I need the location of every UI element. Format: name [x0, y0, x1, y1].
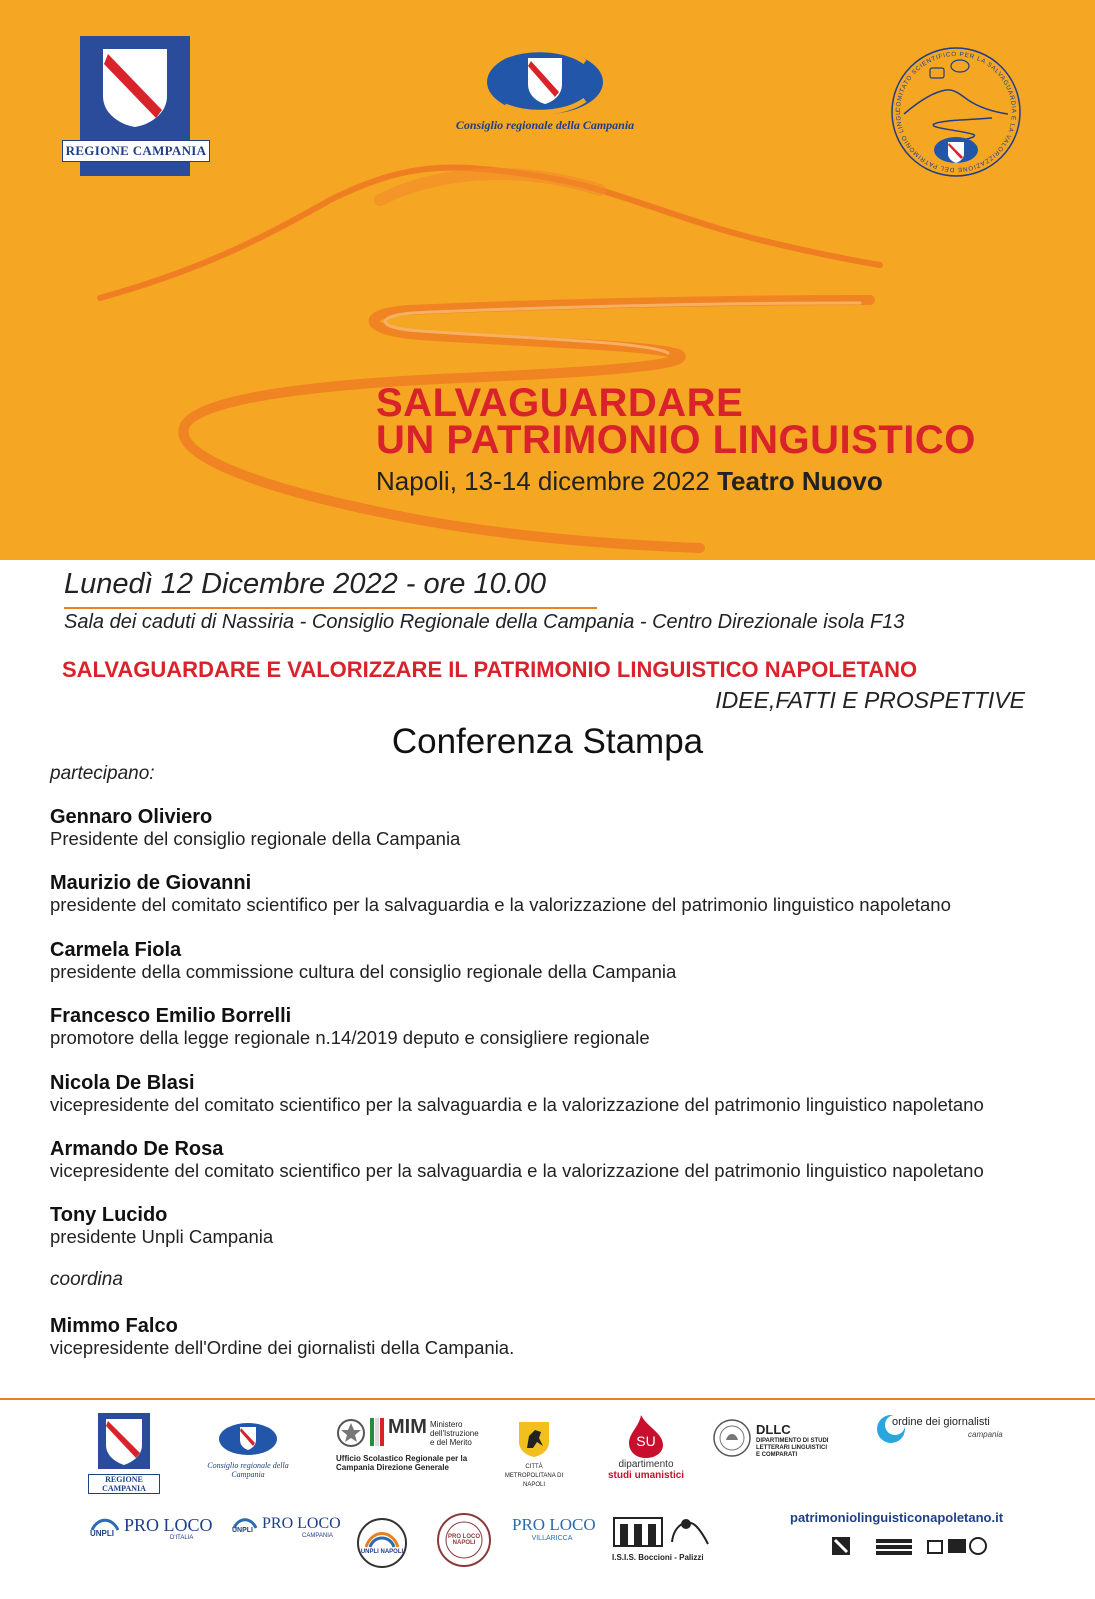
isis-building-icon: [612, 1512, 712, 1548]
moderator-item: [50, 1315, 1070, 1359]
horse-shield-icon: [517, 1420, 551, 1458]
proloco-villaricca-label: PRO LOCO: [512, 1515, 596, 1534]
footer-unpli-napoli-logo: [356, 1517, 408, 1569]
participant-name: Carmela Fiola: [50, 939, 182, 961]
participant-name: Tony Lucido: [50, 1204, 168, 1226]
participants-label: partecipano:: [50, 763, 155, 784]
footer-campania-shield-icon: [88, 1413, 160, 1469]
participant-role: presidente del comitato scientifico per la salvaguardia e la valorizzazione del patrimonio linguistico napoletano: [50, 894, 951, 915]
participant-name: Nicola De Blasi: [50, 1072, 195, 1094]
participant-role: presidente Unpli Campania: [50, 1226, 274, 1247]
participant-role: vicepresidente del comitato scientifico per la salvaguardia e la valorizzazione del patrimonio linguistico napoletano: [50, 1160, 984, 1181]
dllc-seal-icon: [712, 1418, 752, 1458]
comitato-seal-icon: [888, 44, 1024, 180]
participant-item: [50, 806, 1070, 850]
participant-name: Gennaro Oliviero: [50, 806, 213, 828]
footer-consiglio-label: Consiglio regionale della Campania: [207, 1461, 289, 1479]
footer-divider: [0, 1398, 1095, 1400]
banner-subtitle: [376, 466, 883, 497]
participant-name: Maurizio de Giovanni: [50, 872, 252, 894]
mim-subtitle: Ministero dell'Istruzione e del Merito: [430, 1420, 479, 1447]
footer-ordine-logo: [876, 1414, 1026, 1454]
citta-metropolitana-label: CITTÀ METROPOLITANA DI NAPOLI: [504, 1464, 564, 1488]
footer-citta-metropolitana-logo: [500, 1420, 568, 1488]
campania-shield-icon: [102, 48, 168, 128]
comitato-ring-text: COMITATO SCIENTIFICO PER LA SALVAGUARDIA E LA VALORIZZAZIONE DEL PATRIMONIO LINGU: [894, 50, 1018, 174]
footer-proloco-napoli-logo: [436, 1512, 492, 1568]
participant-name: Francesco Emilio Borrelli: [50, 1005, 292, 1027]
dllc-subtitle: DIPARTIMENTO DI STUDI LETTERARI LINGUISTICI E COMPARATI: [756, 1438, 829, 1458]
proloco-campania-label: PRO LOCO: [262, 1515, 341, 1532]
moderator-name: Mimmo Falco: [50, 1315, 178, 1337]
participant-item: [50, 1138, 1070, 1182]
flag-red: [380, 1418, 384, 1446]
banner-place-date: Napoli, 13-14 dicembre 2022: [376, 466, 710, 496]
unpli-napoli-seal-icon: [356, 1517, 408, 1569]
proloco-italia-label: PRO LOCO: [124, 1515, 213, 1535]
banner-title-line2: UN PATRIMONIO LINGUISTICO: [376, 418, 976, 462]
participant-item: [50, 1072, 1070, 1116]
proloco-campania-sub: CAMPANIA: [302, 1533, 333, 1539]
banner-title-line1: SALVAGUARDARE: [376, 381, 744, 425]
event-subtitle: IDEE,FATTI E PROSPETTIVE: [715, 687, 1025, 713]
footer-sponsor-strip: [828, 1535, 998, 1565]
consiglio-emblem-icon: [485, 44, 605, 116]
dllc-title: DLLC: [756, 1422, 791, 1437]
website-link[interactable]: patrimoniolinguisticonapoletano.it: [790, 1510, 1004, 1525]
footer-isis-logo: [612, 1512, 712, 1568]
event-date-time: Lunedì 12 Dicembre 2022 - ore 10.00: [64, 568, 547, 600]
ordine-label: ordine dei giornalisti: [892, 1416, 990, 1428]
event-venue: Sala dei caduti di Nassiria - Consiglio Regionale della Campania - Centro Direzionale isola F13: [64, 611, 905, 633]
participant-item: [50, 872, 1070, 916]
participant-item: [50, 939, 1070, 983]
isis-label: I.S.I.S. Boccioni - Palizzi: [612, 1553, 704, 1562]
consiglio-regionale-logo: [455, 44, 635, 144]
consiglio-regionale-label: Consiglio regionale della Campania: [455, 118, 635, 132]
footer-unpli-campania-logo: [232, 1515, 344, 1545]
proloco-napoli-label: PRO LOCO NAPOLI: [447, 1534, 480, 1546]
footer-mim-logo: [336, 1416, 479, 1478]
mim-title: MIM: [388, 1416, 427, 1438]
unpli-label: UNPLI: [90, 1529, 114, 1538]
event-type: Conferenza Stampa: [391, 722, 704, 761]
proloco-italia-sub: D'ITALIA: [170, 1535, 194, 1541]
participant-item: [50, 1005, 1070, 1049]
footer-regione-logo: [88, 1413, 160, 1493]
su-line1: dipartimento: [618, 1459, 674, 1470]
su-line2: studi umanistici: [607, 1470, 685, 1481]
participant-role: presidente della commissione cultura del consiglio regionale della Campania: [50, 961, 677, 982]
flag-white: [375, 1418, 379, 1446]
su-mark: SU: [636, 1433, 656, 1449]
participant-item: [50, 1204, 1070, 1248]
footer-consiglio-emblem-icon: [218, 1420, 278, 1456]
participant-role: promotore della legge regionale n.14/2019 deputo e consigliere regionale: [50, 1027, 650, 1048]
participant-role: vicepresidente del comitato scientifico per la salvaguardia e la valorizzazione del patrimonio linguistico napoletano: [50, 1094, 984, 1115]
footer-consiglio-logo: [192, 1420, 304, 1479]
proloco-villaricca-sub: VILLARICCA: [531, 1535, 573, 1542]
footer-unpli-proloco-italia-logo: [90, 1515, 213, 1545]
regione-campania-label: REGIONE CAMPANIA: [62, 140, 210, 162]
moderator-role: vicepresidente dell'Ordine dei giornalisti della Campania.: [50, 1337, 515, 1358]
flag-green: [370, 1418, 374, 1446]
header-banner: [0, 0, 1095, 560]
footer-dllc-logo: [712, 1418, 832, 1468]
banner-title: [376, 381, 976, 462]
comitato-scientifico-logo: [888, 44, 1024, 180]
regione-campania-logo: [65, 36, 207, 176]
italian-emblem-icon: [336, 1418, 366, 1448]
unpli-campania-label: UNPLI: [232, 1527, 253, 1534]
footer-regione-label: REGIONE CAMPANIA: [88, 1474, 160, 1494]
participant-role: Presidente del consiglio regionale della Campania: [50, 828, 461, 849]
ordine-sub: campania: [968, 1430, 1003, 1439]
unpli-napoli-label: UNPLI NAPOLI: [360, 1549, 404, 1555]
moderator-label: coordina: [50, 1269, 123, 1290]
sponsor-logos-icon: [828, 1535, 998, 1565]
footer-su-logo: [606, 1413, 686, 1489]
event-title: SALVAGUARDARE E VALORIZZARE IL PATRIMONIO LINGUISTICO NAPOLETANO: [62, 657, 918, 682]
date-underline: [64, 607, 597, 609]
banner-venue: Teatro Nuovo: [717, 466, 883, 496]
mim-office: Ufficio Scolastico Regionale per la Campania Direzione Generale: [336, 1454, 468, 1472]
participant-name: Armando De Rosa: [50, 1138, 224, 1160]
footer-proloco-villaricca-logo: [512, 1515, 596, 1551]
